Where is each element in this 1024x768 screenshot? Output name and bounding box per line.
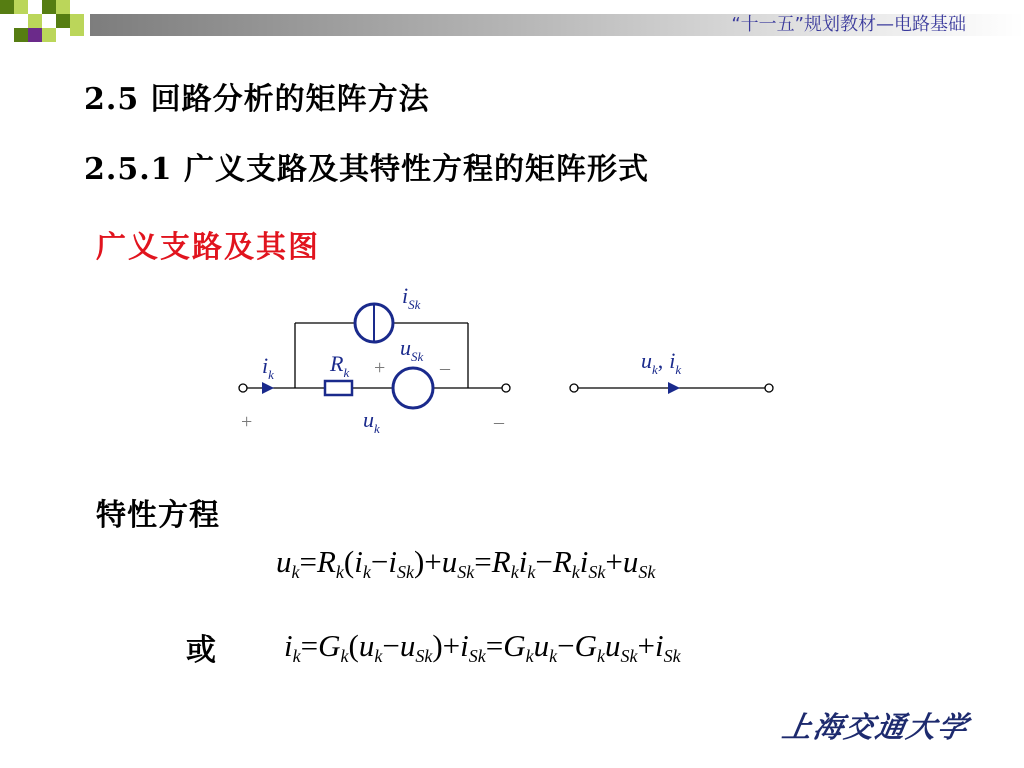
equation-2: $i_k=G_k(u_k-u_{Sk})+i_{Sk}=G_ku_k-G_ku_{Sk}+i_{Sk}$ bbox=[284, 628, 681, 666]
left-terminal bbox=[239, 384, 247, 392]
current-source-icon bbox=[355, 304, 393, 342]
uk-plus-sign: + bbox=[241, 411, 253, 433]
university-logo: 上海交通大学 bbox=[779, 710, 972, 744]
header-title: “十一五”规划教材—电路基础 bbox=[731, 14, 966, 35]
voltage-source-icon bbox=[393, 368, 433, 408]
usk-plus-sign: + bbox=[374, 357, 386, 379]
subsection-number: 2.5.1 bbox=[84, 152, 173, 187]
subsection-heading bbox=[84, 144, 649, 188]
resistor-icon bbox=[325, 381, 352, 395]
graph-arrow-icon bbox=[668, 382, 680, 394]
branch-heading: 广义支路及其图 bbox=[96, 230, 320, 265]
right-terminal bbox=[502, 384, 510, 392]
uk-label: $u_k$ bbox=[363, 407, 380, 436]
graph-left-node bbox=[570, 384, 578, 392]
usk-minus-sign: – bbox=[440, 357, 450, 379]
section-number: 2.5 bbox=[84, 82, 140, 117]
generalized-branch-diagram bbox=[230, 280, 790, 445]
rk-label: $R_k$ bbox=[330, 351, 350, 380]
usk-label: $u_{Sk}$ bbox=[400, 335, 424, 364]
or-label: 或 bbox=[186, 633, 217, 668]
section-title: 回路分析的矩阵方法 bbox=[150, 82, 430, 117]
corner-checker-logo bbox=[0, 0, 90, 48]
graph-label: $u_k$, $i_k$ bbox=[641, 348, 682, 377]
ik-label: $i_k$ bbox=[262, 353, 274, 382]
graph-right-node bbox=[765, 384, 773, 392]
isk-label: $i_{Sk}$ bbox=[402, 283, 421, 312]
uk-minus-sign: – bbox=[494, 411, 504, 433]
top-bar bbox=[0, 0, 1024, 48]
equation-1: $u_k=R_k(i_k-i_{Sk})+u_{Sk}=R_ki_k-R_ki_{Sk}+u_{Sk}$ bbox=[276, 544, 656, 582]
characteristic-label: 特性方程 bbox=[96, 498, 220, 533]
section-heading bbox=[84, 74, 430, 118]
current-arrow-icon bbox=[262, 382, 274, 394]
subsection-title: 广义支路及其特性方程的矩阵形式 bbox=[183, 152, 649, 187]
